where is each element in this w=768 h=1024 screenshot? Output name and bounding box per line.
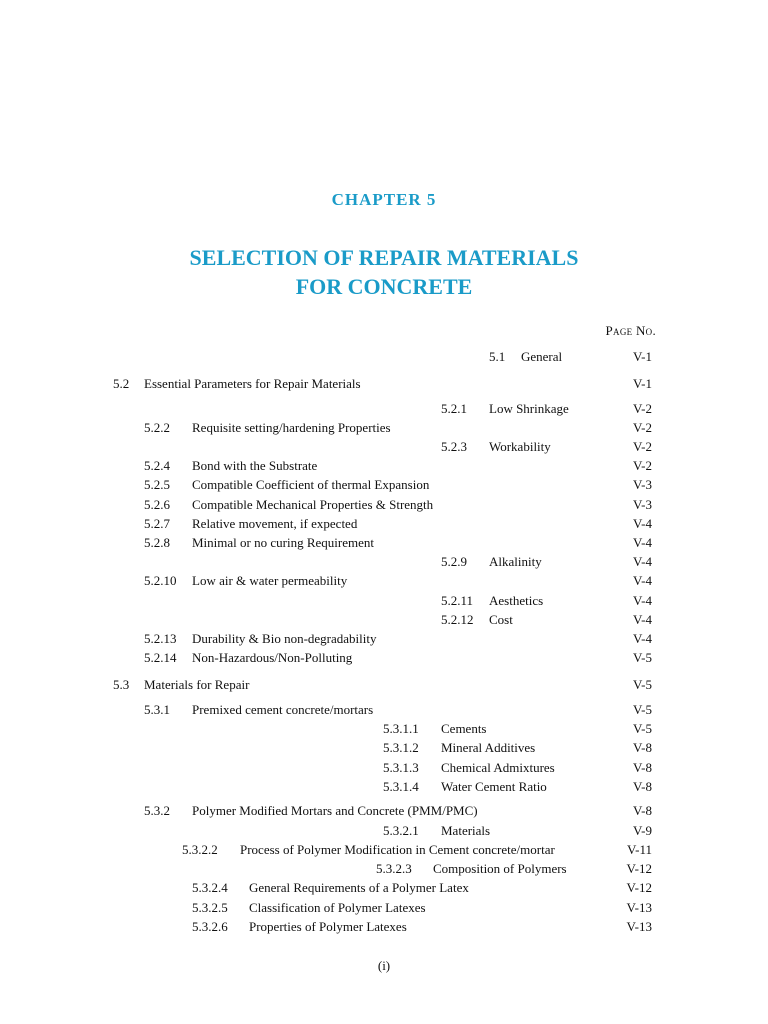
toc-page: V-11 xyxy=(626,842,652,857)
toc-number: 5.2.6 xyxy=(144,497,170,512)
toc-number: 5.3.2.5 xyxy=(192,900,228,915)
toc-label: Materials xyxy=(441,823,491,838)
toc-number: 5.2.4 xyxy=(144,458,170,473)
toc-number: 5.2.8 xyxy=(144,535,170,550)
toc-number: 5.3.2.3 xyxy=(376,861,412,876)
toc-label: Essential Parameters for Repair Materials xyxy=(144,376,361,391)
toc-page: V-4 xyxy=(632,535,652,550)
toc-label: Requisite setting/hardening Properties xyxy=(192,420,391,435)
toc-number: 5.3 xyxy=(113,677,130,692)
toc-number: 5.3.2.4 xyxy=(192,880,228,895)
toc-page: V-5 xyxy=(632,677,652,692)
toc-label: Compatible Mechanical Properties & Strength xyxy=(192,497,434,512)
toc-page: V-12 xyxy=(626,880,652,895)
toc-page: V-8 xyxy=(632,803,652,818)
toc-page: V-5 xyxy=(632,721,652,736)
toc-number: 5.3.2.1 xyxy=(383,823,419,838)
toc-label: Chemical Admixtures xyxy=(441,760,555,775)
toc-number: 5.2.5 xyxy=(144,477,170,492)
toc-number: 5.2.14 xyxy=(144,650,177,665)
page-footer-number: (i) xyxy=(377,958,391,973)
toc-label: Classification of Polymer Latexes xyxy=(249,900,426,915)
toc-label: General xyxy=(521,349,563,364)
toc-label: Aesthetics xyxy=(489,593,544,608)
toc-page: V-9 xyxy=(632,823,652,838)
toc-label: Properties of Polymer Latexes xyxy=(249,919,407,934)
toc-number: 5.2.10 xyxy=(144,573,177,588)
toc-page: V-4 xyxy=(632,573,652,588)
toc-label: Cost xyxy=(489,612,513,627)
toc-number: 5.2.1 xyxy=(441,401,467,416)
toc-page: V-2 xyxy=(632,420,652,435)
toc-label: Durability & Bio non-degradability xyxy=(192,631,377,646)
toc-page: V-8 xyxy=(632,740,652,755)
toc-label: Process of Polymer Modification in Cement concrete/mortar xyxy=(240,842,555,857)
toc-page: V-13 xyxy=(626,900,652,915)
toc-page: V-4 xyxy=(632,631,652,646)
toc-label: Mineral Additives xyxy=(441,740,536,755)
chapter-title-line-1: SELECTION OF REPAIR MATERIALS xyxy=(189,245,579,270)
toc-number: 5.3.1.3 xyxy=(383,760,419,775)
toc-number: 5.3.2 xyxy=(144,803,170,818)
toc-number: 5.3.2.6 xyxy=(192,919,228,934)
toc-number: 5.2.3 xyxy=(441,439,467,454)
toc-label: Bond with the Substrate xyxy=(192,458,318,473)
toc-number: 5.2 xyxy=(113,376,130,391)
toc-label: Workability xyxy=(489,439,551,454)
toc-label: Relative movement, if expected xyxy=(192,516,358,531)
page-no-header-text: Page No. xyxy=(605,323,656,338)
toc-number: 5.2.11 xyxy=(441,593,474,608)
toc-label: Cements xyxy=(441,721,487,736)
toc-label: Low Shrinkage xyxy=(489,401,569,416)
toc-page: V-3 xyxy=(632,497,652,512)
toc-label: Non-Hazardous/Non-Polluting xyxy=(192,650,353,665)
toc-page: V-2 xyxy=(632,458,652,473)
toc-page: V-13 xyxy=(626,919,652,934)
toc-label: Water Cement Ratio xyxy=(441,779,547,794)
toc-label: Composition of Polymers xyxy=(433,861,567,876)
toc-number: 5.2.9 xyxy=(441,554,467,569)
toc-label: Low air & water permeability xyxy=(192,573,348,588)
toc-page: V-3 xyxy=(632,477,652,492)
toc-page: V-4 xyxy=(632,516,652,531)
toc-page: V-4 xyxy=(632,554,652,569)
toc-number: 5.3.1.2 xyxy=(383,740,419,755)
toc-label: Minimal or no curing Requirement xyxy=(192,535,374,550)
toc-label: General Requirements of a Polymer Latex xyxy=(249,880,469,895)
toc-number: 5.2.12 xyxy=(441,612,474,627)
toc-label: Premixed cement concrete/mortars xyxy=(192,702,374,717)
toc-number: 5.3.1 xyxy=(144,702,170,717)
toc-page: V-1 xyxy=(632,376,652,391)
toc-page: V-4 xyxy=(632,612,652,627)
toc-label: Compatible Coefficient of thermal Expansion xyxy=(192,477,430,492)
toc-number: 5.2.13 xyxy=(144,631,177,646)
toc-number: 5.3.1.4 xyxy=(383,779,419,794)
chapter-title-line-2: FOR CONCRETE xyxy=(295,274,473,299)
toc-page: V-2 xyxy=(632,439,652,454)
toc-page: V-5 xyxy=(632,650,652,665)
toc-number: 5.2.7 xyxy=(144,516,170,531)
toc-page: V-12 xyxy=(626,861,652,876)
toc-number: 5.3.1.1 xyxy=(383,721,419,736)
toc-page: V-1 xyxy=(632,349,652,364)
toc-number: 5.3.2.2 xyxy=(182,842,218,857)
toc-page: V-8 xyxy=(632,760,652,775)
toc-page: V-2 xyxy=(632,401,652,416)
toc-page: V-5 xyxy=(632,702,652,717)
toc-page: V-4 xyxy=(632,593,652,608)
toc-label: Polymer Modified Mortars and Concrete (PMM/PMC) xyxy=(192,803,478,818)
toc-page: V-8 xyxy=(632,779,652,794)
chapter-heading: CHAPTER 5 xyxy=(331,190,437,209)
toc-label: Alkalinity xyxy=(489,554,542,569)
toc-number: 5.2.2 xyxy=(144,420,170,435)
toc-label: Materials for Repair xyxy=(144,677,250,692)
toc-number: 5.1 xyxy=(489,349,506,364)
